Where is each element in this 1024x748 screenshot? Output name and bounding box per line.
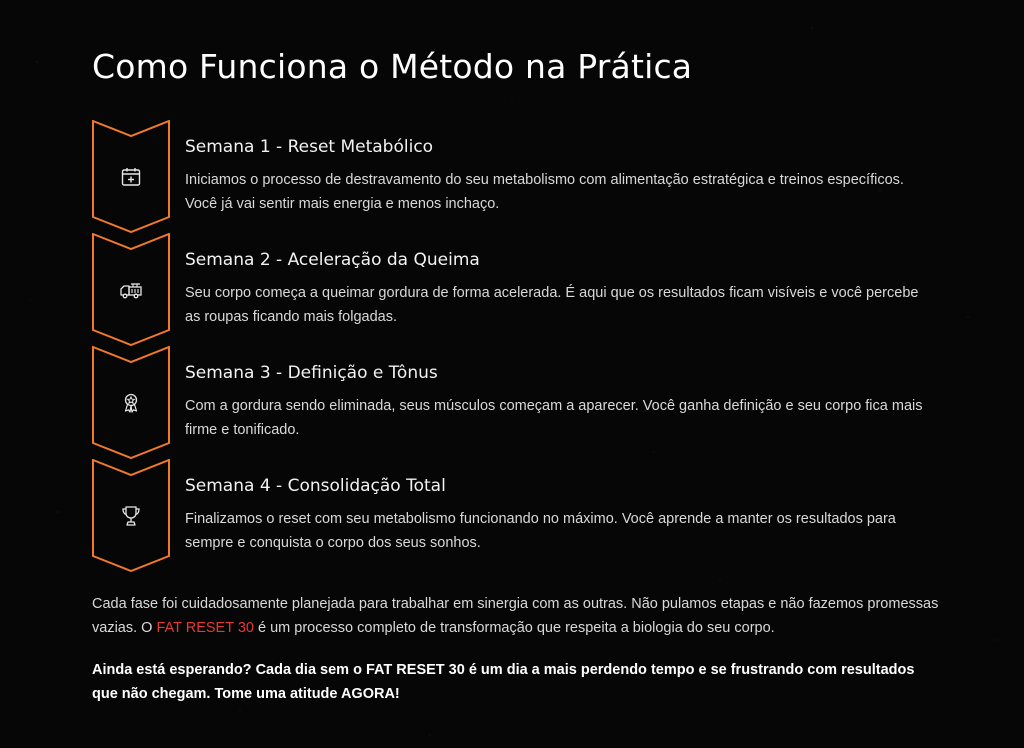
- step-chevron: [92, 346, 170, 459]
- step-week-3: [92, 346, 942, 459]
- step-week-4: [92, 459, 942, 572]
- step-chevron: [92, 459, 170, 572]
- step-text: [185, 473, 935, 555]
- brand-name-highlight: FAT RESET 30: [156, 620, 254, 636]
- step-week-2: [92, 233, 942, 346]
- step-description: Seu corpo começa a queimar gordura de forma acelerada. É aqui que os resultados ficam visíveis e você percebe as roupas ficando mais folgadas.: [185, 285, 919, 325]
- step-title: Semana 2 - Aceleração da Queima: [185, 250, 480, 270]
- summary-paragraph: [92, 592, 942, 640]
- summary-text-after: é um processo completo de transformação que respeita a biologia do seu corpo.: [253, 620, 775, 636]
- call-to-action-text: Ainda está esperando? Cada dia sem o FAT RESET 30 é um dia a mais perdendo tempo e se frustrando com resultados que não chegam. Tome uma atitude AGORA!: [92, 662, 915, 702]
- award-medal-icon: [119, 391, 143, 415]
- how-it-works-section: [92, 44, 942, 706]
- step-title: Semana 1 - Reset Metabólico: [185, 137, 434, 157]
- step-text: [185, 247, 935, 329]
- step-text: [185, 134, 935, 216]
- step-week-1: [92, 120, 942, 233]
- step-description: Finalizamos o reset com seu metabolismo funcionando no máximo. Você aprende a manter os resultados para sempre e conquista o corpo dos seus sonhos.: [185, 511, 896, 551]
- step-title: Semana 3 - Definição e Tônus: [185, 363, 438, 383]
- steps-list: [92, 120, 942, 572]
- fire-truck-icon: [119, 278, 143, 302]
- step-title: Semana 4 - Consolidação Total: [185, 476, 446, 496]
- step-description: Iniciamos o processo de destravamento do seu metabolismo com alimentação estratégica e treinos específicos. Você já vai sentir mais energia e menos inchaço.: [185, 172, 904, 212]
- trophy-icon: [119, 504, 143, 528]
- step-chevron: [92, 120, 170, 233]
- summary-text-before: Cada fase foi cuidadosamente planejada para trabalhar em sinergia com as outras. Não pulamos etapas e não fazemos promessas vazias. O: [92, 596, 939, 636]
- step-description: Com a gordura sendo eliminada, seus músculos começam a aparecer. Você ganha definição e seu corpo fica mais firme e tonificado.: [185, 398, 923, 438]
- step-text: [185, 360, 935, 442]
- step-chevron: [92, 233, 170, 346]
- calendar-plus-icon: [119, 165, 143, 189]
- section-title: Como Funciona o Método na Prática: [92, 47, 693, 86]
